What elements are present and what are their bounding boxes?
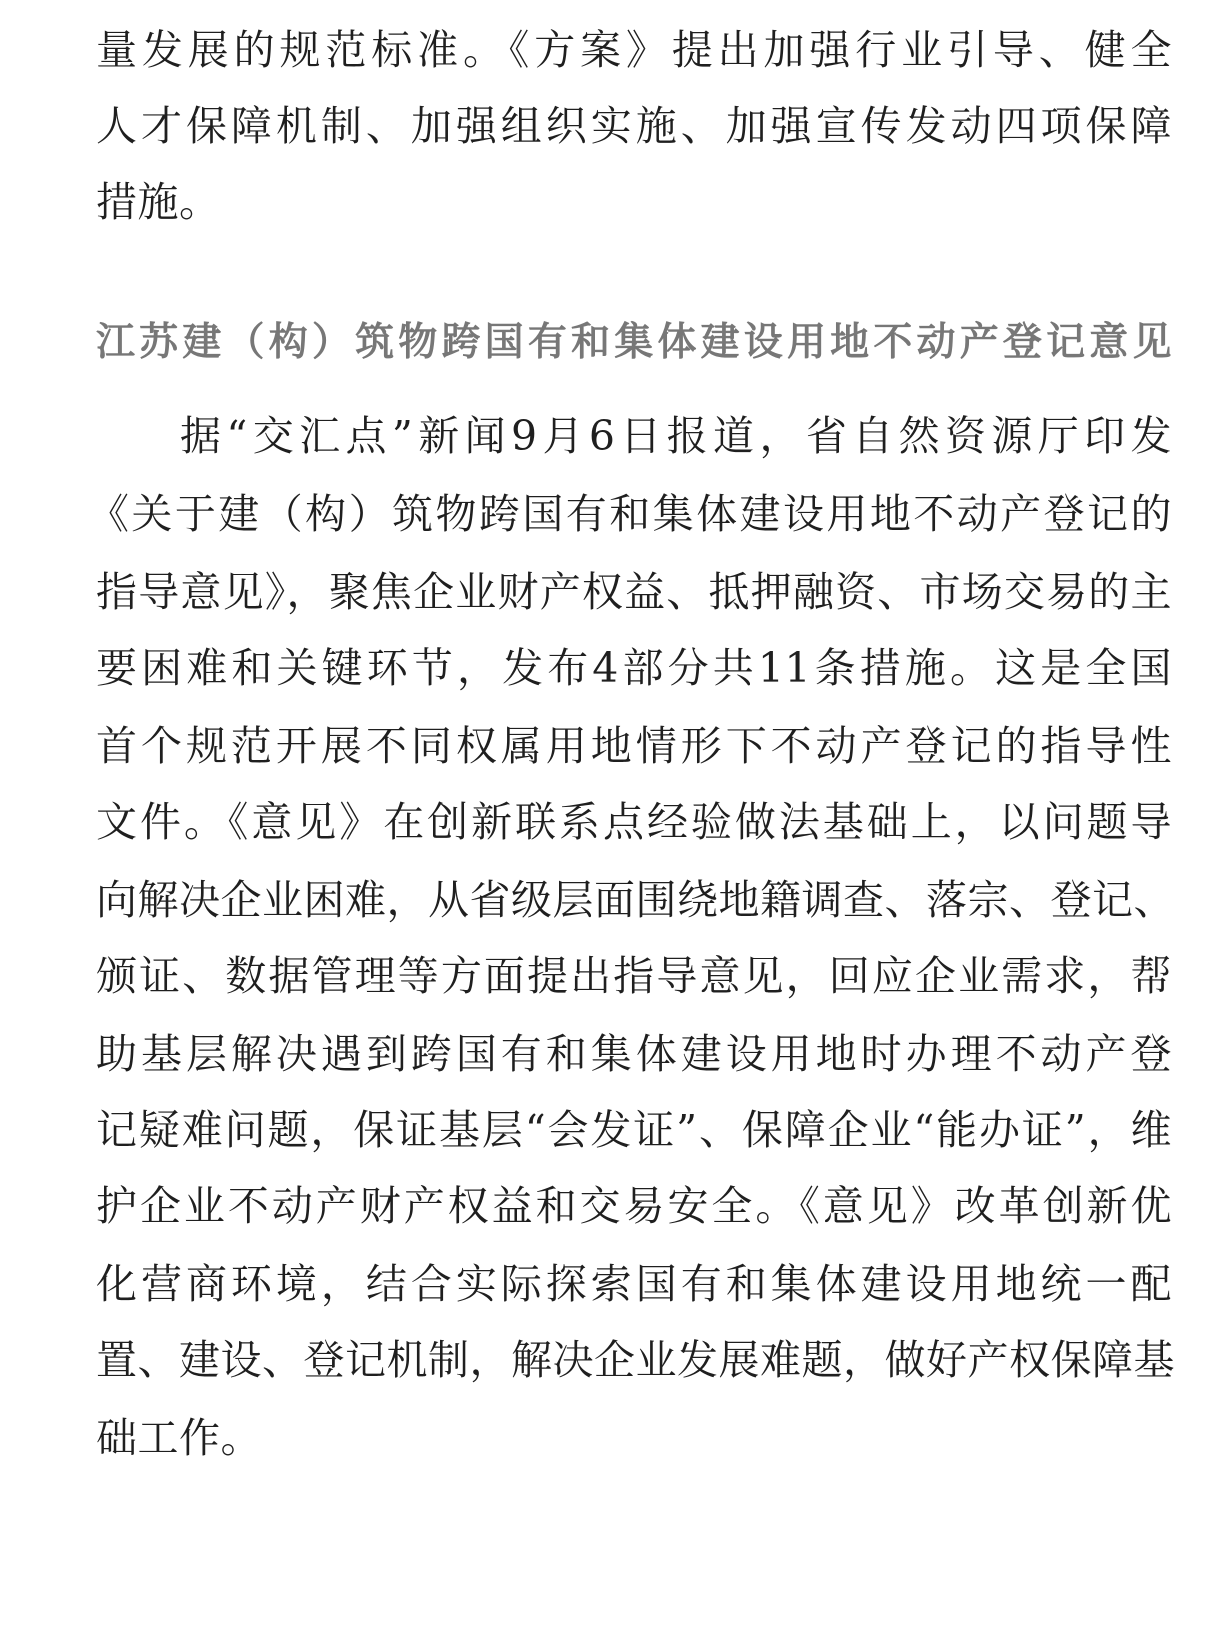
body-line-3: 指导意见》，聚焦企业财产权益、抵押融资、市场交易的主 xyxy=(96,568,1172,616)
intro-line-2: 人才保障机制、加强组织实施、加强宣传发动四项保障 xyxy=(96,102,1172,150)
section-heading: 江苏建（构）筑物跨国有和集体建设用地不动产登记意见 xyxy=(96,319,1172,365)
body-line-14: 础工作。 xyxy=(96,1414,262,1462)
body-line-5: 首个规范开展不同权属用地情形下不动产登记的指导性 xyxy=(96,722,1172,770)
body-line-10: 记疑难问题，保证基层“会发证”、保障企业“能办证”，维 xyxy=(96,1106,1172,1154)
body-line-9: 助基层解决遇到跨国有和集体建设用地时办理不动产登 xyxy=(96,1030,1172,1078)
body-line-13: 置、建设、登记机制，解决企业发展难题，做好产权保障基 xyxy=(96,1336,1175,1384)
body-line-6: 文件。《意见》在创新联系点经验做法基础上，以问题导 xyxy=(96,798,1172,846)
body-line-1: 据“交汇点”新闻9月6日报道，省自然资源厅印发 xyxy=(180,412,1172,460)
body-line-4: 要困难和关键环节，发布4部分共11条措施。这是全国 xyxy=(96,644,1172,692)
intro-line-1: 量发展的规范标准。《方案》提出加强行业引导、健全 xyxy=(96,26,1172,74)
body-line-2: 《关于建（构）筑物跨国有和集体建设用地不动产登记的 xyxy=(88,490,1172,538)
body-line-8: 颁证、数据管理等方面提出指导意见，回应企业需求，帮 xyxy=(96,952,1172,1000)
body-line-12: 化营商环境，结合实际探索国有和集体建设用地统一配 xyxy=(96,1260,1172,1308)
intro-line-3: 措施。 xyxy=(96,178,221,226)
body-line-11: 护企业不动产财产权益和交易安全。《意见》改革创新优 xyxy=(96,1182,1172,1230)
body-line-7: 向解决企业困难，从省级层面围绕地籍调查、落宗、登记、 xyxy=(96,876,1175,924)
